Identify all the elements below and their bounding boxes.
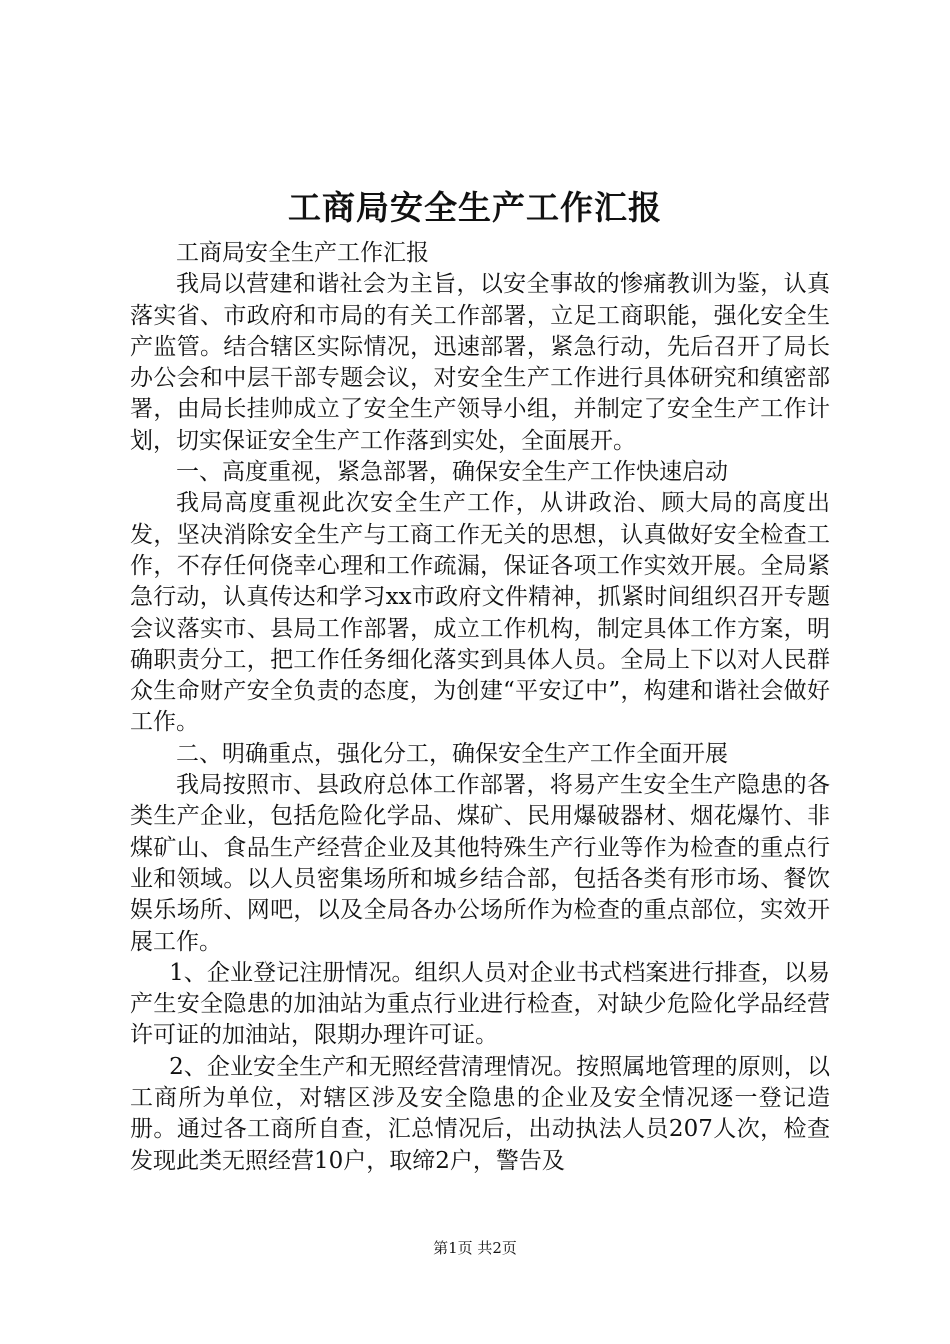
paragraph-section-1: 我局高度重视此次安全生产工作，从讲政治、顾大局的高度出发，坚决消除安全生产与工商工作无关的思想，认真做好安全检查工作，不存任何侥幸心理和工作疏漏，保证各项工作实效开展。全局紧急行动，认真传达和学习xx市政府文件精神，抓紧时间组织召开专题会议落实市、县局工作部署，成立工作机构，制定具体工作方案，明确职责分工，把工作任务细化落实到具体人员。全局上下以对人民群众生命财产安全负责的态度，为创建“平安辽中”，构建和谐社会做好工作。 [130, 490, 830, 736]
paragraph-item-1: 1、企业登记注册情况。组织人员对企业书式档案进行排查，以易产生安全隐患的加油站为重点行业进行检查，对缺少危险化学品经营许可证的加油站，限期办理许可证。 [130, 959, 830, 1049]
document-body [130, 238, 830, 1177]
section-heading-2: 二、明确重点，强化分工，确保安全生产工作全面开展 [176, 740, 728, 767]
paragraph-item-2: 2、企业安全生产和无照经营清理情况。按照属地管理的原则，以工商所为单位，对辖区涉及安全隐患的企业及安全情况逐一登记造册。通过各工商所自查，汇总情况后，出动执法人员207人次，检查发现此类无照经营10户，取缔2户，警告及 [130, 1053, 830, 1174]
section-heading-1: 一、高度重视，紧急部署，确保安全生产工作快速启动 [176, 459, 728, 486]
paragraph-heading-repeat: 工商局安全生产工作汇报 [176, 240, 429, 266]
paragraph-section-2: 我局按照市、县政府总体工作部署，将易产生安全生产隐患的各类生产企业，包括危险化学品、煤矿、民用爆破器材、烟花爆竹、非煤矿山、食品生产经营企业及其他特殊生产行业等作为检查的重点行业和领域。以人员密集场所和城乡结合部，包括各类有形市场、餐饮娱乐场所、网吧，以及全局各办公场所作为检查的重点部位，实效开展工作。 [130, 772, 830, 955]
page-number-footer: 第1页 共2页 [433, 1239, 517, 1257]
paragraph-intro: 我局以营建和谐社会为主旨，以安全事故的惨痛教训为鉴，认真落实省、市政府和市局的有关工作部署，立足工商职能，强化安全生产监管。结合辖区实际情况，迅速部署，紧急行动，先后召开了局长办公会和中层干部专题会议，对安全生产工作进行具体研究和缜密部署，由局长挂帅成立了安全生产领导小组，并制定了安全生产工作计划，切实保证安全生产工作落到实处，全面展开。 [130, 271, 830, 454]
document-title: 工商局安全生产工作汇报 [288, 188, 662, 227]
